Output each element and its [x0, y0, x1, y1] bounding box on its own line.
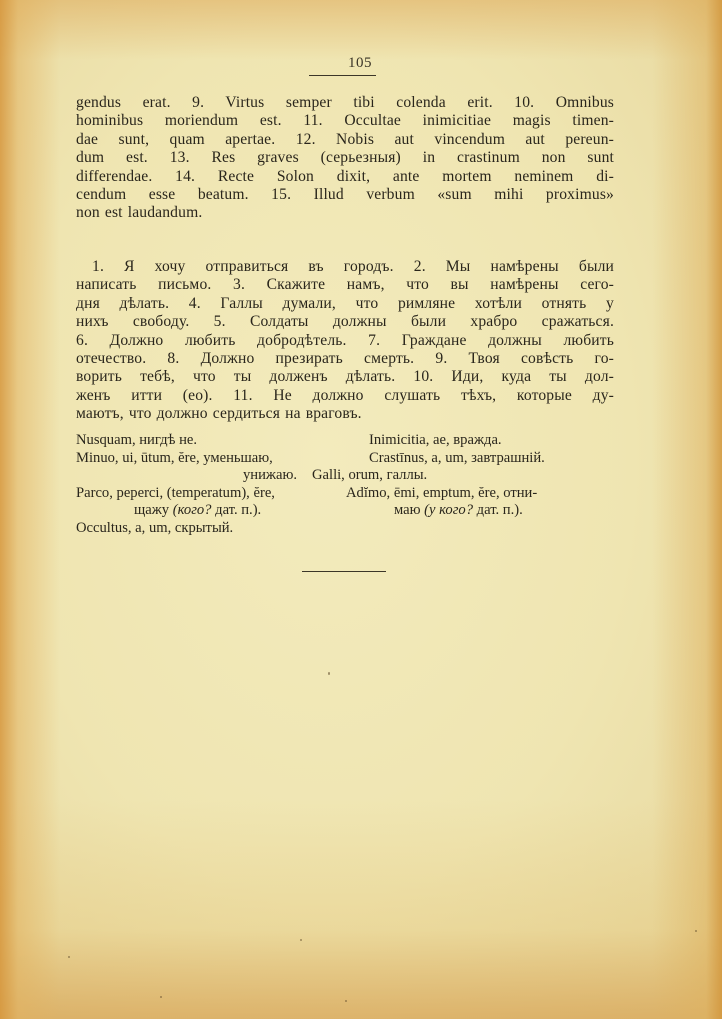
vocab-row: [76, 432, 616, 450]
vocab-row: [76, 450, 616, 468]
text-line: отечество. 8. Должно презирать смерть. 9. Твоя совѣсть го-: [76, 350, 614, 368]
vocab-text: щажу: [134, 502, 170, 519]
vocab-grammar-note: (кого?: [172, 502, 212, 519]
text-line: hominibus moriendum est. 11. Occultae inimicitiae magis timen-: [76, 112, 614, 130]
text-line: non est laudandum.: [76, 204, 203, 222]
vocab-entry: Minuo, ui, ūtum, ĕre, уменьшаю,: [76, 449, 273, 466]
paper-speck: [345, 1000, 347, 1002]
paper-speck: [328, 672, 330, 675]
text-line: нихъ свободу. 5. Солдаты должны были храбро сражаться.: [76, 313, 614, 331]
vocab-text: дат. п.).: [215, 502, 262, 519]
vocab-entry: Adĭmo, ēmi, emptum, ĕre, отни-: [346, 484, 538, 501]
vocab-entry: Parco, peperci, (temperatum), ĕre,: [76, 484, 275, 501]
text-line: dae sunt, quam apertae. 12. Nobis aut vincendum aut pereun-: [76, 130, 614, 148]
vocab-entry-continuation: унижаю.: [243, 467, 298, 484]
vocab-entry-continuation: [134, 502, 261, 520]
page-number: 105: [348, 55, 372, 71]
vocab-text: маю: [394, 502, 421, 519]
latin-exercise-paragraph: [76, 94, 614, 223]
text-line: gendus erat. 9. Virtus semper tibi colenda erit. 10. Omnibus: [76, 94, 614, 111]
text-line: ворить тебѣ, что ты долженъ дѣлать. 10. Иди, куда ты дол-: [76, 368, 614, 386]
vocab-entry: Occultus, a, um, скрытый.: [76, 519, 234, 536]
vocab-entry: Nusquam, нигдѣ не.: [76, 432, 198, 448]
vocab-text: дат. п.).: [476, 502, 523, 519]
text-line: differendae. 14. Recte Solon dixit, ante mortem neminem di-: [76, 167, 614, 185]
text-line: 6. Должно любить добродѣтель. 7. Граждане должны любить: [76, 331, 614, 349]
vocab-row: [76, 520, 616, 538]
text-line: женъ итти (eo). 11. Не должно слушать тѣхъ, которые ду-: [76, 386, 614, 404]
paper-speck: [160, 996, 162, 998]
vocab-entry: Crastīnus, a, um, завтрашній.: [369, 449, 545, 466]
text-line: 1. Я хочу отправиться въ городъ. 2. Мы намѣрены были: [92, 258, 614, 275]
vocabulary-list: [76, 432, 616, 538]
paper-speck: [68, 956, 70, 958]
text-line: cendum esse beatum. 15. Illud verbum «sum mihi proximus»: [76, 186, 614, 204]
paper-speck: [695, 930, 697, 932]
vocab-row: [76, 467, 616, 485]
text-line: дня дѣлать. 4. Галлы думали, что римляне хотѣли отнять у: [76, 294, 614, 312]
russian-exercise-paragraph: [76, 258, 614, 424]
text-line: dum est. 13. Res graves (серьезныя) in crastinum non sunt: [76, 149, 614, 167]
vocab-grammar-note: (у кого?: [424, 502, 474, 519]
vocab-row: [76, 485, 616, 503]
vocab-row: [76, 502, 616, 520]
vocab-entry: Inimicitia, ae, вражда.: [369, 432, 502, 448]
text-line: маютъ, что должно сердиться на враговъ.: [76, 405, 362, 423]
page-number-underline: [309, 75, 376, 76]
vocab-entry-continuation: [394, 502, 523, 520]
vocab-entry: Galli, orum, галлы.: [312, 467, 428, 484]
section-end-rule: [302, 571, 386, 572]
paper-speck: [300, 939, 302, 941]
text-line: написать письмо. 3. Скажите намъ, что вы намѣрены сего-: [76, 276, 614, 294]
